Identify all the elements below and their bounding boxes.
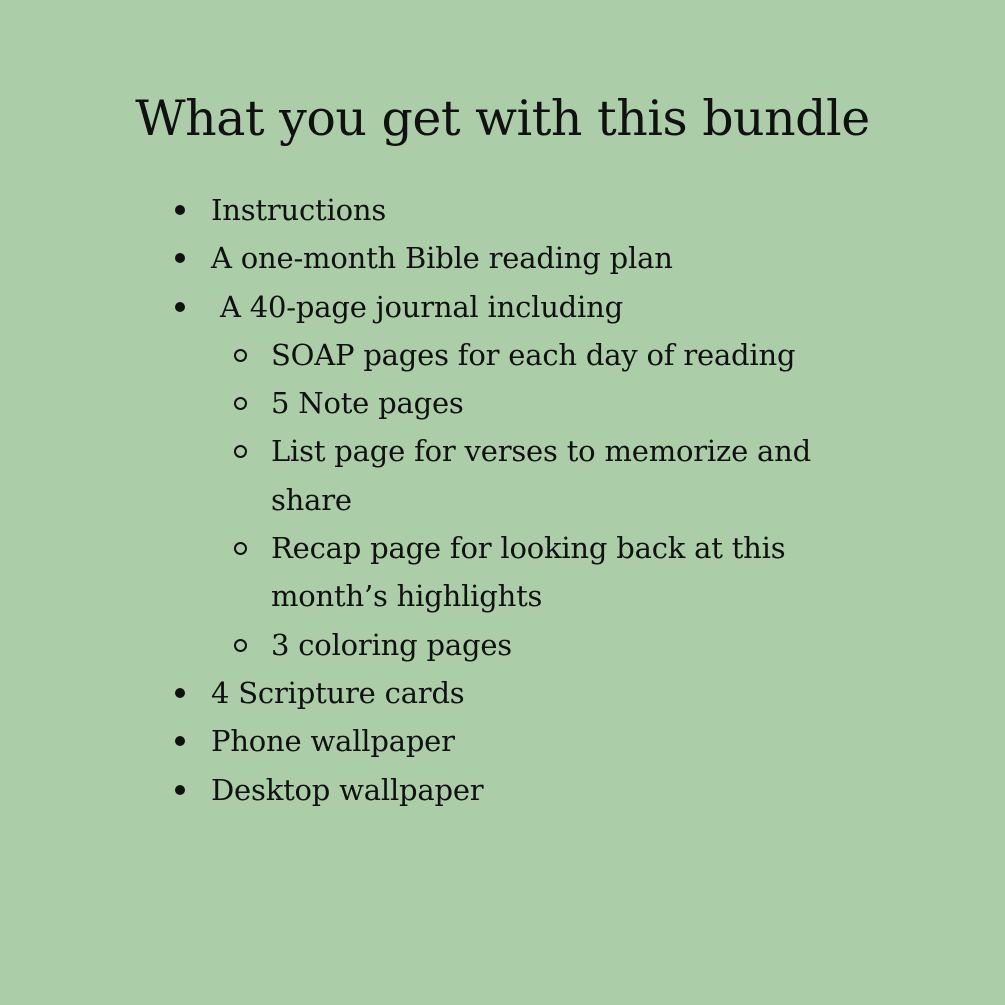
sublist-item-coloring-pages	[160, 621, 851, 669]
bullet-icon	[175, 253, 185, 263]
list-item-phone-wallpaper	[160, 717, 920, 765]
journal-contents-sublist	[160, 331, 920, 669]
hollow-bullet-icon	[234, 397, 247, 410]
sublist-item-label: SOAP pages for each day of reading	[271, 337, 796, 372]
hollow-bullet-icon	[234, 445, 247, 458]
bullet-icon	[175, 205, 185, 215]
sublist-item-label: 5 Note pages	[271, 386, 464, 421]
bullet-icon	[175, 688, 185, 698]
list-item-label: A 40-page journal including	[211, 289, 623, 324]
sublist-item-soap-pages	[160, 331, 851, 379]
sublist-item-label: Recap page for looking back at this month’s highlights	[271, 531, 786, 614]
list-item-journal	[160, 283, 920, 669]
hollow-bullet-icon	[234, 349, 247, 362]
hollow-bullet-icon	[234, 639, 247, 652]
bullet-icon	[175, 302, 185, 312]
list-item-reading-plan	[160, 234, 920, 282]
bullet-icon	[175, 785, 185, 795]
list-item-label: Phone wallpaper	[211, 724, 455, 759]
list-item-instructions	[160, 186, 920, 234]
list-item-scripture-cards	[160, 669, 920, 717]
page-title: What you get with this bundle	[135, 90, 870, 147]
bullet-icon	[175, 736, 185, 746]
list-item-label: A one-month Bible reading plan	[211, 241, 673, 276]
hollow-bullet-icon	[234, 542, 247, 555]
sublist-item-label: 3 coloring pages	[271, 627, 512, 662]
list-item-label: Instructions	[211, 193, 386, 227]
list-item-label: 4 Scripture cards	[211, 675, 465, 710]
sublist-item-recap-page	[160, 524, 851, 621]
sublist-item-label: List page for verses to memorize and share	[271, 434, 811, 517]
list-item-label: Desktop wallpaper	[211, 772, 484, 807]
sublist-item-note-pages	[160, 379, 851, 427]
bundle-contents-list	[160, 186, 920, 814]
list-item-desktop-wallpaper	[160, 766, 920, 814]
sublist-item-verses-list-page	[160, 427, 851, 524]
